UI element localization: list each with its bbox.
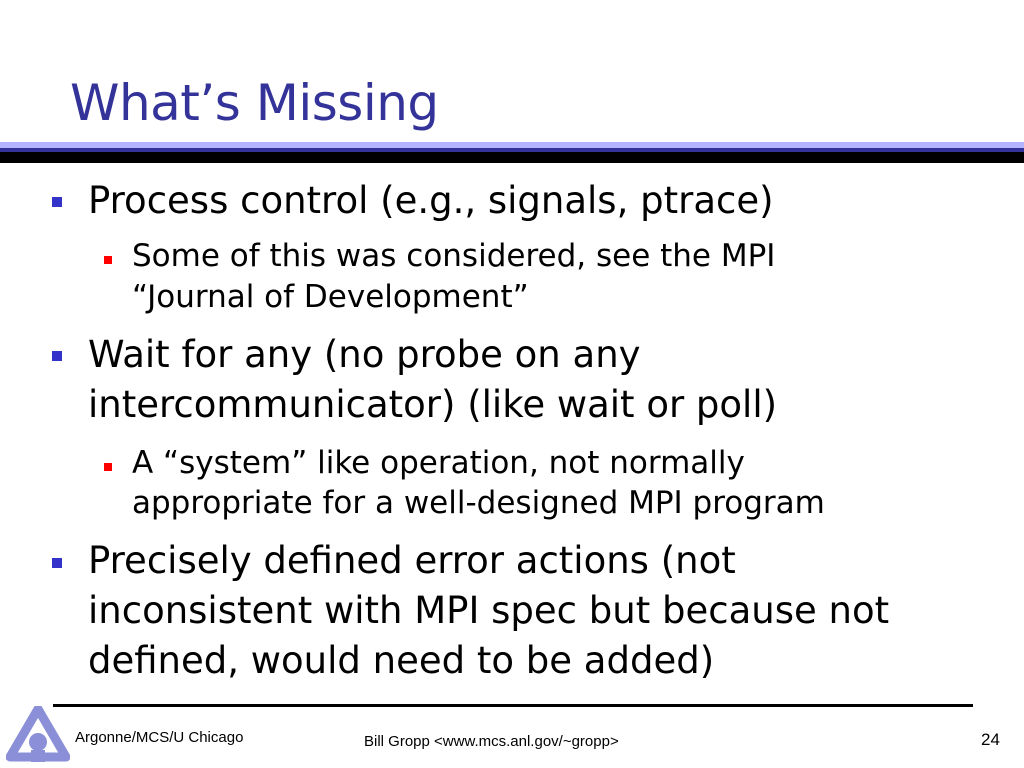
argonne-logo-icon bbox=[6, 706, 70, 764]
sub-bullet-marker bbox=[104, 463, 112, 471]
bullet-marker bbox=[52, 558, 62, 568]
bullet-text: Process control (e.g., signals, ptrace) bbox=[88, 179, 774, 222]
bullet-marker bbox=[52, 351, 62, 361]
title-rule-dark bbox=[0, 152, 1024, 163]
slide-title: What’s Missing bbox=[70, 74, 439, 132]
page-number: 24 bbox=[981, 730, 1000, 749]
sub-bullet-text: A “system” like operation, not normally bbox=[132, 445, 745, 481]
bullet-text: inconsistent with MPI spec but because not bbox=[88, 589, 890, 632]
bullet-text: Wait for any (no probe on any bbox=[88, 333, 641, 376]
footer-rule bbox=[53, 704, 973, 707]
sub-bullet-marker bbox=[104, 256, 112, 264]
footer-author: Bill Gropp <www.mcs.anl.gov/~gropp> bbox=[364, 733, 619, 750]
sub-bullet-text: “Journal of Development” bbox=[132, 279, 529, 315]
bullet-text: defined, would need to be added) bbox=[88, 639, 715, 682]
bullet-text: Precisely defined error actions (not bbox=[88, 539, 736, 582]
bullet-text: intercommunicator) (like wait or poll) bbox=[88, 383, 778, 426]
sub-bullet-text: Some of this was considered, see the MPI bbox=[132, 238, 776, 274]
footer-affiliation: Argonne/MCS/U Chicago bbox=[75, 729, 244, 746]
sub-bullet-text: appropriate for a well-designed MPI program bbox=[132, 485, 825, 521]
bullet-marker bbox=[52, 197, 62, 207]
